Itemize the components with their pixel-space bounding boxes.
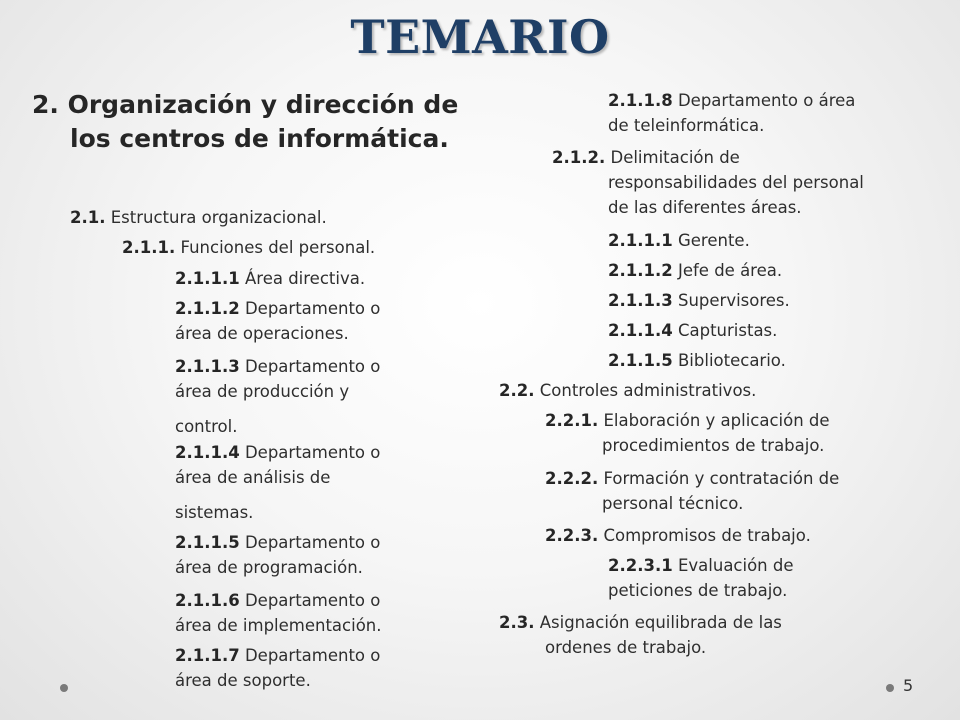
outline-item-capturistas bbox=[608, 318, 777, 343]
outline-item-2-2-3-1 bbox=[608, 553, 794, 603]
item-text: Departamento o bbox=[239, 299, 381, 318]
outline-item-2-1-2 bbox=[552, 145, 864, 220]
item-text: Gerente. bbox=[672, 231, 750, 250]
outline-item-area-operaciones bbox=[175, 296, 380, 346]
item-text: Departamento o bbox=[239, 646, 381, 665]
item-number: 2.1.1.1 bbox=[608, 231, 673, 250]
item-text: Compromisos de trabajo. bbox=[598, 526, 811, 545]
item-number: 2.1.1.1 bbox=[175, 269, 240, 288]
item-number: 2.1.1.4 bbox=[608, 321, 673, 340]
item-number: 2.1.1.2 bbox=[175, 299, 240, 318]
item-number: 2.1.1.5 bbox=[608, 351, 673, 370]
item-number: 2.1.1.8 bbox=[608, 91, 673, 110]
item-number: 2.1.1.3 bbox=[608, 291, 673, 310]
section-heading: 2. Organización y dirección de los centros de informática. bbox=[32, 90, 459, 153]
item-text-continued: procedimientos de trabajo. bbox=[602, 436, 825, 455]
item-number: 2.1.1.6 bbox=[175, 591, 240, 610]
item-text-continued: área de operaciones. bbox=[175, 324, 349, 343]
item-text: Departamento o bbox=[239, 357, 381, 376]
item-text: Departamento o área bbox=[672, 91, 856, 110]
outline-item-jefe-area bbox=[608, 258, 782, 283]
item-text: Asignación equilibrada de las bbox=[534, 613, 782, 632]
item-text-continued: sistemas. bbox=[175, 503, 254, 522]
outline-item-bibliotecario bbox=[608, 348, 786, 373]
item-text: Evaluación de bbox=[672, 556, 794, 575]
outline-item-2-2-2 bbox=[545, 466, 839, 516]
outline-item-supervisores bbox=[608, 288, 790, 313]
item-text-continued: personal técnico. bbox=[602, 494, 744, 513]
item-number: 2.2.2. bbox=[545, 469, 599, 488]
item-text: Departamento o bbox=[239, 591, 381, 610]
item-number: 2.1.2. bbox=[552, 148, 606, 167]
item-number: 2.1.1.2 bbox=[608, 261, 673, 280]
outline-item-area-teleinformatica bbox=[608, 88, 855, 138]
item-text-continued: control. bbox=[175, 417, 238, 436]
item-text-continued: área de programación. bbox=[175, 558, 363, 577]
item-text: Delimitación de bbox=[605, 148, 740, 167]
item-text-continued: área de producción y bbox=[175, 382, 350, 401]
item-text-continued: ordenes de trabajo. bbox=[545, 638, 707, 657]
outline-item-2-2-1 bbox=[545, 408, 830, 458]
outline-item-area-directiva bbox=[175, 266, 365, 291]
outline-item-area-programacion bbox=[175, 530, 380, 580]
item-number: 2.3. bbox=[499, 613, 535, 632]
item-number: 2.1.1.5 bbox=[175, 533, 240, 552]
item-text: Bibliotecario. bbox=[672, 351, 786, 370]
outline-item-2-2 bbox=[499, 378, 756, 403]
item-text: Capturistas. bbox=[672, 321, 778, 340]
item-text-continued: de las diferentes áreas. bbox=[608, 198, 802, 217]
outline-item-area-analisis bbox=[175, 440, 380, 525]
item-number: 2.1. bbox=[70, 208, 106, 227]
item-text-continued: área de soporte. bbox=[175, 671, 311, 690]
outline-item-2-1-1 bbox=[122, 235, 375, 260]
footer-right-dot bbox=[886, 684, 894, 692]
item-number: 2.2. bbox=[499, 381, 535, 400]
item-text: Departamento o bbox=[239, 533, 381, 552]
outline-item-2-2-3 bbox=[545, 523, 811, 548]
outline-item-area-soporte bbox=[175, 643, 380, 693]
item-text: Elaboración y aplicación de bbox=[598, 411, 830, 430]
item-text: Formación y contratación de bbox=[598, 469, 840, 488]
item-text: Jefe de área. bbox=[672, 261, 783, 280]
item-text: Supervisores. bbox=[672, 291, 790, 310]
outline-item-area-implementacion bbox=[175, 588, 382, 638]
item-text: Departamento o bbox=[239, 443, 381, 462]
outline-item-2-1 bbox=[70, 205, 327, 230]
item-number: 2.2.1. bbox=[545, 411, 599, 430]
outline-item-gerente bbox=[608, 228, 750, 253]
item-number: 2.2.3. bbox=[545, 526, 599, 545]
item-text: Funciones del personal. bbox=[175, 238, 376, 257]
outline-item-area-produccion bbox=[175, 354, 380, 439]
item-number: 2.1.1.4 bbox=[175, 443, 240, 462]
item-text-continued: peticiones de trabajo. bbox=[608, 581, 788, 600]
item-text: Estructura organizacional. bbox=[105, 208, 327, 227]
slide-title: TEMARIO bbox=[350, 10, 610, 64]
item-number: 2.1.1. bbox=[122, 238, 176, 257]
page-number: 5 bbox=[903, 676, 914, 695]
item-number: 2.1.1.7 bbox=[175, 646, 240, 665]
item-text-continued: de teleinformática. bbox=[608, 116, 765, 135]
item-number: 2.1.1.3 bbox=[175, 357, 240, 376]
item-text: Controles administrativos. bbox=[534, 381, 757, 400]
item-text: Área directiva. bbox=[239, 269, 366, 288]
outline-item-2-3 bbox=[499, 610, 782, 660]
item-text-continued: responsabilidades del personal bbox=[608, 173, 864, 192]
item-number: 2.2.3.1 bbox=[608, 556, 673, 575]
item-text-continued: área de implementación. bbox=[175, 616, 382, 635]
item-text-continued: área de análisis de bbox=[175, 468, 331, 487]
footer-left-dot bbox=[60, 684, 68, 692]
